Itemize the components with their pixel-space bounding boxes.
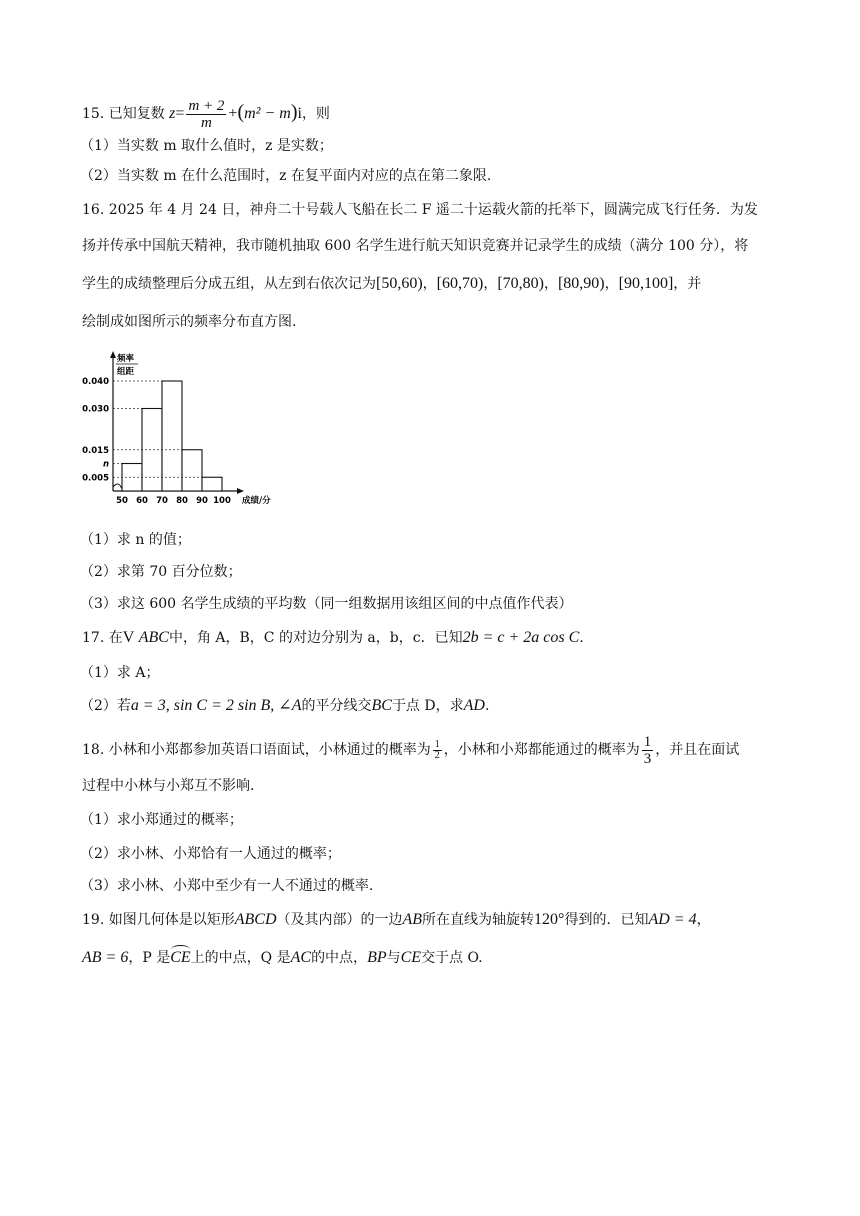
question-number: 15. <box>82 106 105 122</box>
x-axis-label: 成绩/分 <box>242 496 271 506</box>
left-paren: ( <box>237 101 245 123</box>
x-tick-label: 60 <box>136 496 148 506</box>
q16-part3: （3）求这 600 名学生成绩的平均数（同一组数据用该组区间的中点值作代表） <box>80 596 573 612</box>
q17-part2 <box>80 696 489 716</box>
histogram-bar <box>162 381 182 491</box>
triangle-symbol: V <box>122 629 135 646</box>
equals-sign: = <box>175 105 185 122</box>
var-ab: AB <box>402 911 423 928</box>
period: . <box>579 630 584 646</box>
separator: ， <box>422 276 437 292</box>
x-tick-label: 70 <box>156 496 168 506</box>
frequency-histogram <box>80 345 290 510</box>
q19-text: 与 <box>386 950 401 966</box>
part-text: 当实数 m 在什么范围时，z 在复平面内对应的点在第二象限. <box>116 168 492 184</box>
separator: ， <box>604 276 619 292</box>
q17-equation: 2b = c + 2a cos C <box>462 629 580 646</box>
q17-condition: a = 3, sin C = 2 sin B, ∠A <box>130 697 302 714</box>
q19-line1 <box>82 910 711 930</box>
x-tick-label: 100 <box>213 496 231 506</box>
q19-text: 所在直线为轴旋转 <box>422 912 535 928</box>
plus-sign: + <box>228 105 238 122</box>
y-tick-label: n <box>102 459 109 470</box>
separator: ， <box>696 912 711 928</box>
q15-stem <box>82 92 330 132</box>
q15-tail: ，则 <box>301 106 330 122</box>
fraction-numerator: 1 <box>643 733 652 750</box>
q19-text: （及其内部）的一边 <box>276 912 403 928</box>
q16-line3-tail: ，并 <box>673 276 702 292</box>
y-axis-arrow <box>110 351 116 358</box>
q18-part1: （1）求小郑通过的概率； <box>80 812 243 828</box>
q18-text: ，并且在面试 <box>655 742 740 758</box>
q16-line2: 扬并传承中国航天精神，我市随机抽取 600 名学生进行航天知识竞赛并记录学生的成绩（满分 100 分），将 <box>82 238 749 254</box>
histogram-bar <box>202 477 222 491</box>
q16-line4: 绘制成如图所示的频率分布直方图. <box>82 314 297 330</box>
q17-part1: （1）求 A； <box>80 665 160 681</box>
q19-text: 的中点， <box>311 950 368 966</box>
y-axis-label-top: 频率 <box>117 354 135 364</box>
y-tick-label: 0.040 <box>82 377 109 387</box>
var-ac: AC <box>290 949 312 966</box>
x-tick-label: 50 <box>116 496 128 506</box>
q16-line1: 16. 2025 年 4 月 24 日，神舟二十号载人飞船在长二 F 遥二十运载火箭的托举下，圆满完成飞行任务．为发 <box>82 202 758 218</box>
q18-stem <box>82 730 739 770</box>
q15-intro: 已知复数 <box>108 106 165 122</box>
var-z: z <box>169 105 176 122</box>
interval-5: [90,100] <box>618 275 674 292</box>
ab-equation: AB = 6 <box>82 949 129 966</box>
separator: ， <box>483 276 498 292</box>
var-bc: BC <box>371 697 392 714</box>
interval-4: [80,90) <box>557 275 605 292</box>
var-abc: ABC <box>138 629 169 646</box>
q19-text: ，P 是 <box>128 950 171 966</box>
y-axis-label-bottom: 组距 <box>117 367 135 377</box>
separator: ， <box>543 276 558 292</box>
fraction-one-half <box>433 740 442 761</box>
interval-1: [50,60) <box>376 275 423 292</box>
x-axis-arrow <box>237 488 244 494</box>
q19-text: 上的中点，Q 是 <box>190 950 291 966</box>
x-tick-label: 80 <box>176 496 188 506</box>
fraction-numerator: 1 <box>434 738 440 750</box>
fraction-denominator: m <box>201 114 212 131</box>
fraction-denominator: 2 <box>434 749 440 761</box>
y-tick-label: 0.030 <box>82 404 109 415</box>
right-paren: ) <box>290 101 298 123</box>
q16-line3-text: 学生的成绩整理后分成五组，从左到右依次记为 <box>82 276 376 292</box>
histogram-bar <box>182 450 202 491</box>
fraction-one-third <box>642 734 654 767</box>
q19-text: 得到的．已知 <box>564 912 649 928</box>
q17-text: 的平分线交 <box>301 698 372 714</box>
q15-part1 <box>80 136 333 156</box>
q18-text: ，小林和小郑都能通过的概率为 <box>443 742 640 758</box>
q19-text: 19. 如图几何体是以矩形 <box>82 912 235 928</box>
y-tick-label: 0.015 <box>82 445 109 456</box>
q19-text: 交于点 O. <box>421 950 483 966</box>
q15-part2 <box>80 166 491 186</box>
var-bp: BP <box>367 949 387 966</box>
arc-ce: CE <box>170 949 191 966</box>
q17-stem <box>82 628 584 648</box>
fraction <box>186 98 226 131</box>
period: . <box>484 698 490 714</box>
q18-line2: 过程中小林与小郑互不影响. <box>82 778 255 794</box>
ad-equation: AD = 4 <box>648 911 697 928</box>
var-ad: AD <box>463 697 485 714</box>
q17-text: 中，角 A，B，C 的对边分别为 a，b，c．已知 <box>168 630 463 646</box>
x-tick-label: 90 <box>196 496 208 506</box>
imag-unit: i <box>297 105 302 122</box>
part-text: 当实数 m 取什么值时，z 是实数； <box>116 138 333 154</box>
q16-line3 <box>82 272 701 296</box>
q19-line2 <box>82 948 483 968</box>
angle-value: 120° <box>534 911 565 928</box>
q18-part2: （2）求小林、小郑恰有一人通过的概率； <box>80 846 341 862</box>
part-label: （2）若 <box>80 698 131 714</box>
q18-text: 18. 小林和小郑都参加英语口语面试，小林通过的概率为 <box>82 742 431 758</box>
var-abcd: ABCD <box>234 911 277 928</box>
q16-part2: （2）求第 70 百分位数； <box>80 564 242 580</box>
interval-3: [70,80) <box>497 275 544 292</box>
q16-part1: （1）求 n 的值； <box>80 532 191 548</box>
interval-2: [60,70) <box>436 275 484 292</box>
q17-intro: 17. 在 <box>82 630 123 646</box>
part-label: （1） <box>80 138 117 154</box>
part-label: （2） <box>80 168 117 184</box>
q18-part3: （3）求小林、小郑中至少有一人不通过的概率. <box>80 878 374 894</box>
fraction-denominator: 3 <box>643 750 652 767</box>
var-ce: CE <box>400 949 422 966</box>
fraction-numerator: m + 2 <box>188 97 225 114</box>
y-tick-label: 0.005 <box>82 473 109 484</box>
paren-expression: m² − m <box>244 105 291 122</box>
q17-text: 于点 D，求 <box>391 698 464 714</box>
